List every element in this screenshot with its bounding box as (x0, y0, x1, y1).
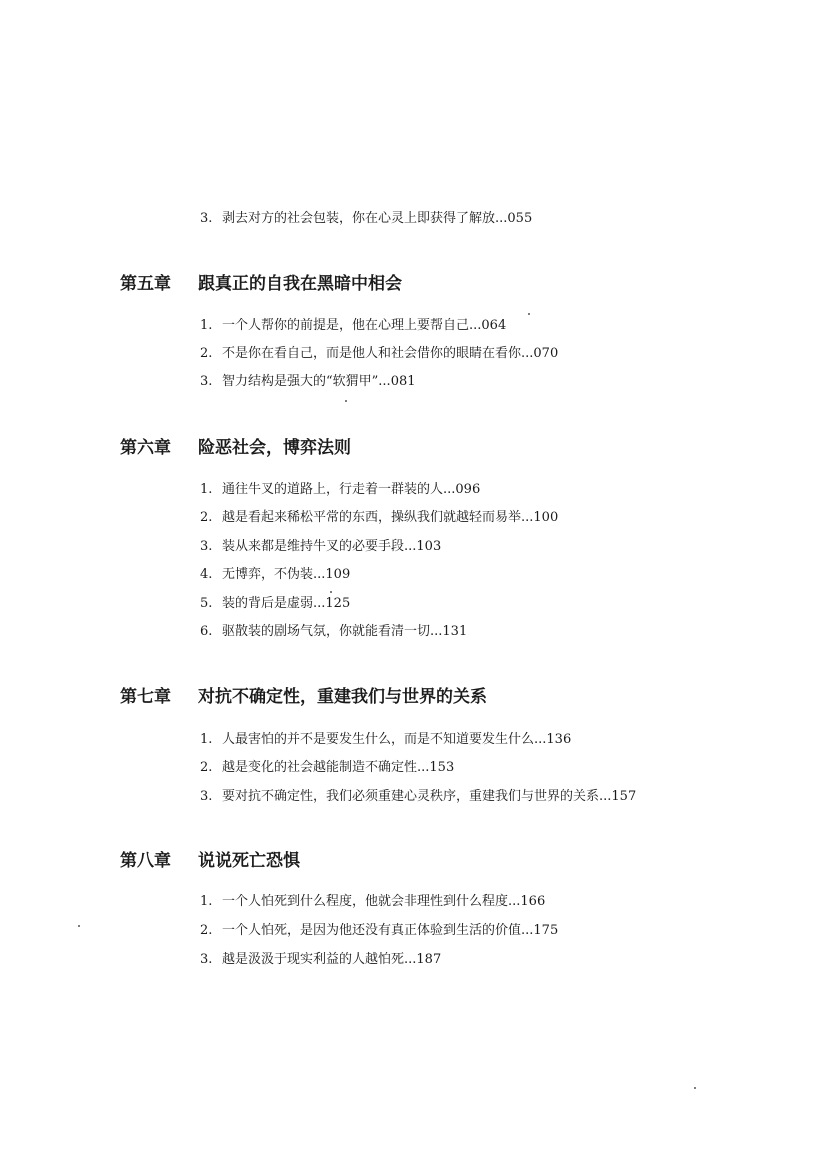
scan-speck (345, 400, 347, 402)
toc-item-text: 驱散装的剧场气氛，你就能看清一切...131 (222, 624, 468, 639)
toc-item-text: 不是你在看自己，而是他人和社会借你的眼睛在看你...070 (222, 346, 559, 361)
toc-item-text: 剥去对方的社会包装，你在心灵上即获得了解放...055 (222, 211, 533, 226)
toc-item (200, 509, 558, 527)
toc-item-text: 装的背后是虚弱...125 (222, 596, 351, 611)
toc-item-text: 一个人怕死到什么程度，他就会非理性到什么程度...166 (222, 894, 546, 909)
toc-item-number: 2. (200, 346, 213, 361)
toc-item (200, 731, 571, 749)
chapter-number: 第八章 (120, 851, 171, 871)
scan-speck (330, 591, 332, 593)
toc-item-number: 3. (200, 539, 213, 554)
toc-item-number: 1. (200, 482, 213, 497)
toc-item-number: 5. (200, 596, 213, 611)
chapter-title: 跟真正的自我在黑暗中相会 (198, 274, 402, 294)
scan-speck (78, 925, 80, 927)
toc-item-number: 3. (200, 374, 213, 389)
toc-item-text: 一个人帮你的前提是，他在心理上要帮自己...064 (222, 318, 507, 333)
chapter-heading (120, 850, 300, 872)
scan-speck (528, 313, 530, 315)
toc-item-text: 人最害怕的并不是要发生什么，而是不知道要发生什么...136 (222, 732, 572, 747)
toc-item-number: 3. (200, 789, 213, 804)
toc-item (200, 566, 350, 584)
toc-item-number: 4. (200, 567, 213, 582)
toc-item (200, 373, 416, 391)
chapter-heading (120, 686, 487, 708)
toc-item-number: 3. (200, 952, 213, 967)
toc-item-text: 越是变化的社会越能制造不确定性...153 (222, 760, 455, 775)
chapter-heading (120, 273, 402, 295)
toc-item-number: 2. (200, 760, 213, 775)
toc-item-text: 无博弈，不伪装...109 (222, 567, 351, 582)
chapter-number: 第七章 (120, 687, 171, 707)
toc-item (200, 538, 441, 556)
toc-item (200, 623, 467, 641)
chapter-number: 第六章 (120, 438, 171, 458)
toc-item-text: 越是看起来稀松平常的东西，操纵我们就越轻而易举...100 (222, 510, 559, 525)
toc-item (200, 922, 558, 940)
toc-item-number: 2. (200, 923, 213, 938)
toc-item (200, 345, 558, 363)
toc-item-number: 1. (200, 318, 213, 333)
toc-item-number: 3. (200, 211, 213, 226)
toc-item (200, 317, 506, 335)
chapter-title: 险恶社会，博弈法则 (198, 438, 351, 458)
toc-item-text: 智力结构是强大的“软猬甲”...081 (222, 374, 416, 389)
toc-item (200, 481, 480, 499)
chapter-title: 说说死亡恐惧 (198, 851, 300, 871)
toc-item-text: 装从来都是维持牛叉的必要手段...103 (222, 539, 442, 554)
toc-item-text: 通往牛叉的道路上，行走着一群装的人...096 (222, 482, 481, 497)
toc-item (200, 788, 636, 806)
toc-item (200, 951, 441, 969)
toc-item-number: 2. (200, 510, 213, 525)
toc-item-text: 一个人怕死，是因为他还没有真正体验到生活的价值...175 (222, 923, 559, 938)
chapter-title: 对抗不确定性，重建我们与世界的关系 (198, 687, 487, 707)
chapter-heading (120, 437, 351, 459)
toc-item (200, 759, 454, 777)
toc-item-text: 要对抗不确定性，我们必须重建心灵秩序，重建我们与世界的关系...157 (222, 789, 637, 804)
toc-item (200, 893, 545, 911)
toc-item-number: 1. (200, 732, 213, 747)
scan-speck (694, 1087, 696, 1089)
chapter-number: 第五章 (120, 274, 171, 294)
toc-item-text: 越是汲汲于现实利益的人越怕死...187 (222, 952, 442, 967)
toc-item (200, 210, 532, 228)
toc-item (200, 595, 350, 613)
toc-item-number: 6. (200, 624, 213, 639)
toc-item-number: 1. (200, 894, 213, 909)
